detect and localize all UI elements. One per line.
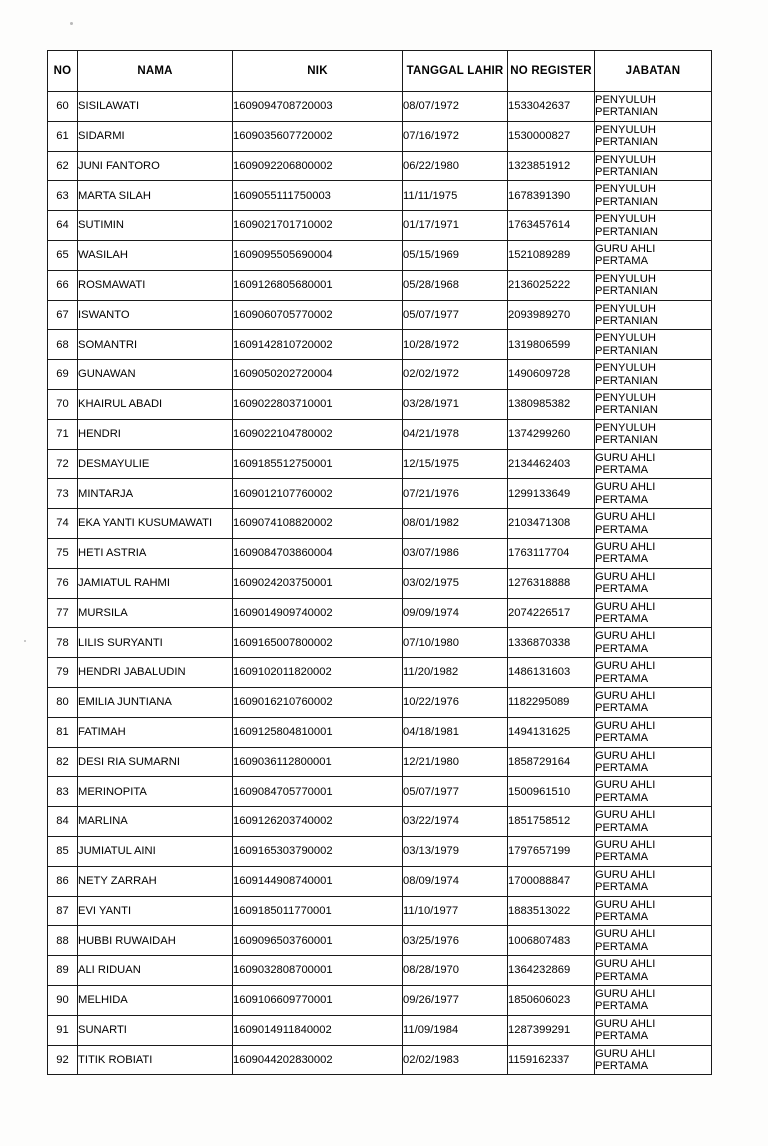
scan-speck (24, 640, 26, 642)
cell-nama: ALI RIDUAN (78, 956, 233, 986)
cell-jabatan: PENYULUH PERTANIAN (595, 211, 712, 241)
cell-nama: DESI RIA SUMARNI (78, 747, 233, 777)
cell-no-register: 1521089289 (508, 240, 595, 270)
cell-tanggal-lahir: 11/20/1982 (403, 658, 508, 688)
cell-nama: WASILAH (78, 240, 233, 270)
cell-nama: HENDRI (78, 419, 233, 449)
cell-no-register: 1533042637 (508, 92, 595, 122)
table-row (48, 896, 712, 926)
scan-speck (70, 22, 73, 25)
table-row (48, 121, 712, 151)
cell-nama: SUNARTI (78, 1015, 233, 1045)
cell-nama: EVI YANTI (78, 896, 233, 926)
cell-jabatan: GURU AHLI PERTAMA (595, 1045, 712, 1075)
table-row (48, 270, 712, 300)
cell-no-register: 1006807483 (508, 926, 595, 956)
cell-jabatan: GURU AHLI PERTAMA (595, 866, 712, 896)
employee-table-container (47, 50, 711, 1075)
cell-jabatan: GURU AHLI PERTAMA (595, 509, 712, 539)
cell-nama: MURSILA (78, 598, 233, 628)
cell-jabatan: PENYULUH PERTANIAN (595, 300, 712, 330)
cell-jabatan: GURU AHLI PERTAMA (595, 1015, 712, 1045)
cell-nik: 1609022803710001 (233, 389, 403, 419)
cell-no: 86 (48, 866, 78, 896)
table-row (48, 956, 712, 986)
table-row (48, 419, 712, 449)
cell-nama: JUMIATUL AINI (78, 836, 233, 866)
cell-no: 69 (48, 360, 78, 390)
cell-nik: 1609185011770001 (233, 896, 403, 926)
table-row (48, 211, 712, 241)
table-row (48, 836, 712, 866)
cell-jabatan: PENYULUH PERTANIAN (595, 181, 712, 211)
cell-nik: 1609074108820002 (233, 509, 403, 539)
cell-tanggal-lahir: 05/07/1977 (403, 300, 508, 330)
cell-no: 90 (48, 985, 78, 1015)
cell-no-register: 1319806599 (508, 330, 595, 360)
cell-jabatan: GURU AHLI PERTAMA (595, 449, 712, 479)
table-row (48, 181, 712, 211)
cell-nik: 1609096503760001 (233, 926, 403, 956)
cell-no: 60 (48, 92, 78, 122)
cell-no: 68 (48, 330, 78, 360)
cell-nik: 1609035607720002 (233, 121, 403, 151)
cell-jabatan: GURU AHLI PERTAMA (595, 807, 712, 837)
cell-nik: 1609021701710002 (233, 211, 403, 241)
table-row (48, 628, 712, 658)
cell-jabatan: GURU AHLI PERTAMA (595, 598, 712, 628)
table-row (48, 807, 712, 837)
cell-jabatan: GURU AHLI PERTAMA (595, 956, 712, 986)
cell-nik: 1609060705770002 (233, 300, 403, 330)
table-body (48, 92, 712, 1075)
column-header-no: NO (48, 51, 78, 92)
table-row (48, 717, 712, 747)
cell-tanggal-lahir: 01/17/1971 (403, 211, 508, 241)
cell-nik: 1609106609770001 (233, 985, 403, 1015)
cell-no-register: 1364232869 (508, 956, 595, 986)
cell-jabatan: PENYULUH PERTANIAN (595, 389, 712, 419)
cell-tanggal-lahir: 08/01/1982 (403, 509, 508, 539)
cell-nik: 1609102011820002 (233, 658, 403, 688)
table-header-row (48, 51, 712, 92)
cell-no-register: 1490609728 (508, 360, 595, 390)
cell-nik: 1609142810720002 (233, 330, 403, 360)
cell-no-register: 1182295089 (508, 687, 595, 717)
cell-no: 66 (48, 270, 78, 300)
cell-jabatan: GURU AHLI PERTAMA (595, 538, 712, 568)
cell-jabatan: GURU AHLI PERTAMA (595, 896, 712, 926)
cell-tanggal-lahir: 09/26/1977 (403, 985, 508, 1015)
cell-no: 75 (48, 538, 78, 568)
cell-tanggal-lahir: 04/18/1981 (403, 717, 508, 747)
cell-nama: SISILAWATI (78, 92, 233, 122)
cell-tanggal-lahir: 11/09/1984 (403, 1015, 508, 1045)
cell-no: 72 (48, 449, 78, 479)
cell-nik: 1609014911840002 (233, 1015, 403, 1045)
cell-no: 89 (48, 956, 78, 986)
table-row (48, 568, 712, 598)
employee-table (47, 50, 712, 1075)
cell-nik: 1609024203750001 (233, 568, 403, 598)
cell-tanggal-lahir: 05/28/1968 (403, 270, 508, 300)
cell-jabatan: GURU AHLI PERTAMA (595, 658, 712, 688)
table-row (48, 240, 712, 270)
cell-no-register: 1374299260 (508, 419, 595, 449)
cell-no-register: 1763117704 (508, 538, 595, 568)
cell-no-register: 1530000827 (508, 121, 595, 151)
cell-jabatan: GURU AHLI PERTAMA (595, 926, 712, 956)
cell-nama: HETI ASTRIA (78, 538, 233, 568)
cell-no-register: 2136025222 (508, 270, 595, 300)
table-row (48, 509, 712, 539)
cell-no: 77 (48, 598, 78, 628)
cell-no-register: 1494131625 (508, 717, 595, 747)
cell-no: 70 (48, 389, 78, 419)
cell-nama: MARLINA (78, 807, 233, 837)
cell-nama: DESMAYULIE (78, 449, 233, 479)
cell-no: 73 (48, 479, 78, 509)
cell-no: 82 (48, 747, 78, 777)
cell-nik: 1609032808700001 (233, 956, 403, 986)
table-row (48, 658, 712, 688)
cell-nama: EMILIA JUNTIANA (78, 687, 233, 717)
cell-nik: 1609022104780002 (233, 419, 403, 449)
cell-tanggal-lahir: 04/21/1978 (403, 419, 508, 449)
cell-nama: ROSMAWATI (78, 270, 233, 300)
cell-nama: JAMIATUL RAHMI (78, 568, 233, 598)
cell-nama: SOMANTRI (78, 330, 233, 360)
cell-no-register: 1678391390 (508, 181, 595, 211)
cell-nik: 1609185512750001 (233, 449, 403, 479)
cell-no: 91 (48, 1015, 78, 1045)
cell-no: 62 (48, 151, 78, 181)
cell-nama: FATIMAH (78, 717, 233, 747)
cell-nik: 1609144908740001 (233, 866, 403, 896)
cell-nik: 1609095505690004 (233, 240, 403, 270)
cell-nik: 1609012107760002 (233, 479, 403, 509)
cell-jabatan: PENYULUH PERTANIAN (595, 360, 712, 390)
cell-nik: 1609016210760002 (233, 687, 403, 717)
cell-no-register: 1851758512 (508, 807, 595, 837)
cell-tanggal-lahir: 03/02/1975 (403, 568, 508, 598)
cell-jabatan: GURU AHLI PERTAMA (595, 479, 712, 509)
cell-nik: 1609126805680001 (233, 270, 403, 300)
cell-jabatan: GURU AHLI PERTAMA (595, 985, 712, 1015)
cell-nama: SUTIMIN (78, 211, 233, 241)
cell-no-register: 1858729164 (508, 747, 595, 777)
cell-jabatan: PENYULUH PERTANIAN (595, 92, 712, 122)
cell-nama: LILIS SURYANTI (78, 628, 233, 658)
cell-jabatan: PENYULUH PERTANIAN (595, 330, 712, 360)
table-row (48, 985, 712, 1015)
cell-nama: SIDARMI (78, 121, 233, 151)
cell-nik: 1609044202830002 (233, 1045, 403, 1075)
cell-tanggal-lahir: 02/02/1972 (403, 360, 508, 390)
cell-no: 84 (48, 807, 78, 837)
cell-tanggal-lahir: 10/28/1972 (403, 330, 508, 360)
cell-nama: JUNI FANTORO (78, 151, 233, 181)
cell-no-register: 2134462403 (508, 449, 595, 479)
cell-jabatan: GURU AHLI PERTAMA (595, 777, 712, 807)
cell-nik: 1609084705770001 (233, 777, 403, 807)
cell-tanggal-lahir: 07/16/1972 (403, 121, 508, 151)
table-row (48, 1045, 712, 1075)
table-row (48, 777, 712, 807)
cell-nik: 1609084703860004 (233, 538, 403, 568)
cell-nama: HENDRI JABALUDIN (78, 658, 233, 688)
cell-no-register: 1287399291 (508, 1015, 595, 1045)
cell-tanggal-lahir: 07/10/1980 (403, 628, 508, 658)
table-row (48, 92, 712, 122)
cell-no-register: 1299133649 (508, 479, 595, 509)
cell-no-register: 1159162337 (508, 1045, 595, 1075)
cell-no: 81 (48, 717, 78, 747)
cell-jabatan: GURU AHLI PERTAMA (595, 836, 712, 866)
cell-nama: MERINOPITA (78, 777, 233, 807)
cell-tanggal-lahir: 12/15/1975 (403, 449, 508, 479)
cell-jabatan: GURU AHLI PERTAMA (595, 568, 712, 598)
cell-no: 80 (48, 687, 78, 717)
cell-tanggal-lahir: 09/09/1974 (403, 598, 508, 628)
table-row (48, 330, 712, 360)
cell-no-register: 1500961510 (508, 777, 595, 807)
cell-nama: HUBBI RUWAIDAH (78, 926, 233, 956)
cell-jabatan: PENYULUH PERTANIAN (595, 121, 712, 151)
column-header-jabatan: JABATAN (595, 51, 712, 92)
cell-no-register: 1380985382 (508, 389, 595, 419)
cell-nik: 1609125804810001 (233, 717, 403, 747)
cell-jabatan: GURU AHLI PERTAMA (595, 717, 712, 747)
cell-no: 85 (48, 836, 78, 866)
cell-no: 67 (48, 300, 78, 330)
cell-no: 65 (48, 240, 78, 270)
table-row (48, 360, 712, 390)
cell-nama: MARTA SILAH (78, 181, 233, 211)
cell-tanggal-lahir: 03/07/1986 (403, 538, 508, 568)
cell-tanggal-lahir: 08/09/1974 (403, 866, 508, 896)
cell-nik: 1609094708720003 (233, 92, 403, 122)
cell-no-register: 2093989270 (508, 300, 595, 330)
cell-no: 88 (48, 926, 78, 956)
table-row (48, 747, 712, 777)
cell-jabatan: GURU AHLI PERTAMA (595, 628, 712, 658)
cell-no: 63 (48, 181, 78, 211)
cell-tanggal-lahir: 10/22/1976 (403, 687, 508, 717)
cell-nik: 1609036112800001 (233, 747, 403, 777)
table-row (48, 866, 712, 896)
cell-tanggal-lahir: 11/10/1977 (403, 896, 508, 926)
column-header-no-register: NO REGISTER (508, 51, 595, 92)
column-header-nama: NAMA (78, 51, 233, 92)
cell-no: 61 (48, 121, 78, 151)
cell-no-register: 1323851912 (508, 151, 595, 181)
cell-nama: NETY ZARRAH (78, 866, 233, 896)
cell-nama: MELHIDA (78, 985, 233, 1015)
cell-no: 71 (48, 419, 78, 449)
cell-nik: 1609014909740002 (233, 598, 403, 628)
cell-no: 92 (48, 1045, 78, 1075)
cell-tanggal-lahir: 03/28/1971 (403, 389, 508, 419)
cell-tanggal-lahir: 05/07/1977 (403, 777, 508, 807)
cell-tanggal-lahir: 11/11/1975 (403, 181, 508, 211)
cell-tanggal-lahir: 03/13/1979 (403, 836, 508, 866)
cell-no-register: 1276318888 (508, 568, 595, 598)
cell-jabatan: PENYULUH PERTANIAN (595, 151, 712, 181)
table-row (48, 389, 712, 419)
column-header-nik: NIK (233, 51, 403, 92)
table-header (48, 51, 712, 92)
column-header-tanggal-lahir: TANGGAL LAHIR (403, 51, 508, 92)
cell-tanggal-lahir: 05/15/1969 (403, 240, 508, 270)
cell-tanggal-lahir: 03/25/1976 (403, 926, 508, 956)
cell-no: 83 (48, 777, 78, 807)
cell-tanggal-lahir: 08/28/1970 (403, 956, 508, 986)
cell-nama: EKA YANTI KUSUMAWATI (78, 509, 233, 539)
table-row (48, 479, 712, 509)
cell-tanggal-lahir: 08/07/1972 (403, 92, 508, 122)
cell-nik: 1609055111750003 (233, 181, 403, 211)
table-row (48, 538, 712, 568)
cell-jabatan: PENYULUH PERTANIAN (595, 270, 712, 300)
cell-nik: 1609050202720004 (233, 360, 403, 390)
cell-nama: MINTARJA (78, 479, 233, 509)
cell-nik: 1609165303790002 (233, 836, 403, 866)
cell-no: 64 (48, 211, 78, 241)
cell-tanggal-lahir: 07/21/1976 (403, 479, 508, 509)
cell-no: 79 (48, 658, 78, 688)
table-row (48, 449, 712, 479)
cell-no-register: 1883513022 (508, 896, 595, 926)
cell-nik: 1609092206800002 (233, 151, 403, 181)
cell-no: 78 (48, 628, 78, 658)
cell-tanggal-lahir: 02/02/1983 (403, 1045, 508, 1075)
table-row (48, 926, 712, 956)
table-row (48, 1015, 712, 1045)
cell-tanggal-lahir: 06/22/1980 (403, 151, 508, 181)
cell-no: 76 (48, 568, 78, 598)
cell-jabatan: GURU AHLI PERTAMA (595, 747, 712, 777)
cell-nik: 1609165007800002 (233, 628, 403, 658)
cell-no-register: 1700088847 (508, 866, 595, 896)
cell-no-register: 1850606023 (508, 985, 595, 1015)
cell-nama: TITIK ROBIATI (78, 1045, 233, 1075)
cell-no-register: 2074226517 (508, 598, 595, 628)
table-row (48, 687, 712, 717)
cell-no-register: 2103471308 (508, 509, 595, 539)
cell-tanggal-lahir: 12/21/1980 (403, 747, 508, 777)
cell-no-register: 1336870338 (508, 628, 595, 658)
cell-no-register: 1797657199 (508, 836, 595, 866)
cell-jabatan: GURU AHLI PERTAMA (595, 687, 712, 717)
table-row (48, 151, 712, 181)
table-row (48, 598, 712, 628)
cell-no-register: 1486131603 (508, 658, 595, 688)
cell-nama: GUNAWAN (78, 360, 233, 390)
table-row (48, 300, 712, 330)
cell-nik: 1609126203740002 (233, 807, 403, 837)
cell-jabatan: GURU AHLI PERTAMA (595, 240, 712, 270)
cell-jabatan: PENYULUH PERTANIAN (595, 419, 712, 449)
cell-no: 87 (48, 896, 78, 926)
cell-no: 74 (48, 509, 78, 539)
cell-nama: ISWANTO (78, 300, 233, 330)
cell-no-register: 1763457614 (508, 211, 595, 241)
cell-nama: KHAIRUL ABADI (78, 389, 233, 419)
cell-tanggal-lahir: 03/22/1974 (403, 807, 508, 837)
